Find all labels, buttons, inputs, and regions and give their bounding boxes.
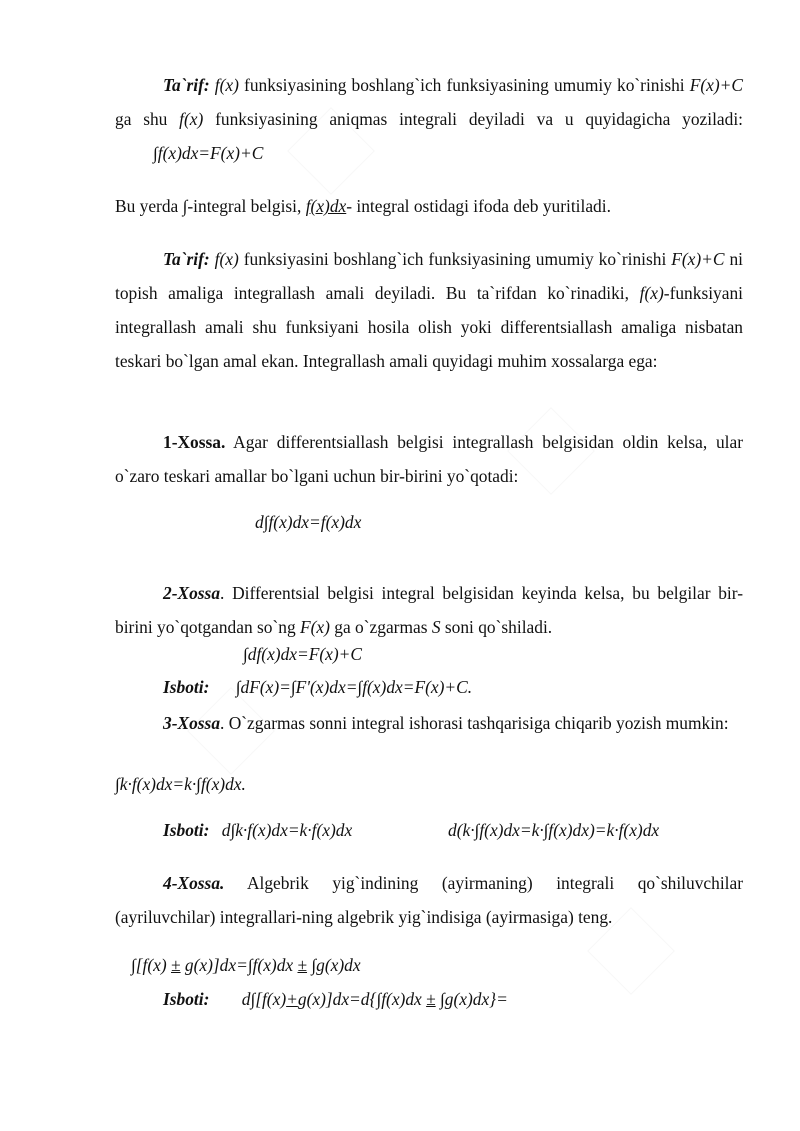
proof-label: Isboti:	[163, 989, 210, 1009]
property-3-proof	[163, 818, 352, 842]
math-term: f(x)	[214, 75, 239, 95]
property-2-paragraph	[115, 576, 743, 644]
property-1-label: 1-Xossa.	[163, 432, 226, 452]
definition-paragraph-2	[115, 242, 743, 378]
proof-formula: ∫dF(x)=∫F'(x)dx=∫f(x)dx=F(x)+C.	[235, 677, 473, 697]
paragraph-text: funksiyasining aniqmas integrali deyiladi va u quyidagicha yoziladi:	[203, 109, 743, 129]
math-term: F(x)+C	[689, 75, 743, 95]
paragraph-text: funksiyasining boshlang`ich funksiyasining umumiy ko`rinishi	[238, 75, 690, 95]
property-3-label: 3-Xossa	[163, 713, 221, 733]
math-term: f(x)	[214, 249, 239, 269]
proof-label: Isboti:	[163, 820, 210, 840]
proof-formula-1: d∫k·f(x)dx=k·f(x)dx	[221, 820, 353, 840]
paragraph-text: ga shu	[115, 109, 180, 129]
paragraph-text: ni topish amaliga integrallash amali deyiladi. Bu ta`rifdan ko`rinadiki,	[115, 249, 743, 303]
paragraph-text: -funksiyani integrallash amali shu funksiyani hosila olish yoki differentsiallash amaliga nisbatan teskari bo`lgan amal ekan. Integrallash amali quyidagi muhim xossalarga ega:	[115, 283, 743, 371]
paragraph-text: .	[220, 583, 225, 603]
property-4-formula	[131, 953, 361, 977]
math-term: f(x)dx	[305, 196, 347, 216]
math-term: S	[431, 617, 441, 637]
plus-minus-sign: ±	[426, 989, 436, 1009]
paragraph-text: Algebrik yig`indining (ayirmaning) integrali qo`shiluvchilar (ayriluvchilar) integrallari-ning algebrik yig`indisiga (ayirmasiga) teng.	[115, 873, 743, 927]
math-term: f(x)	[179, 109, 204, 129]
property-4-label: 4-Xossa.	[163, 873, 225, 893]
proof-label: Isboti:	[163, 677, 210, 697]
property-1-formula: d∫f(x)dx=f(x)dx	[255, 512, 362, 532]
math-term: f(x)	[639, 283, 664, 303]
property-4-proof	[163, 987, 508, 1011]
proof-formula	[242, 989, 508, 1009]
plus-sign: +	[286, 989, 298, 1009]
formula-indefinite-integral: ∫f(x)dx=F(x)+C	[153, 143, 264, 163]
paragraph-text: ga o`zgarmas	[329, 617, 432, 637]
property-1-paragraph	[115, 425, 743, 493]
formula-part: ∫g(x)dx	[307, 955, 361, 975]
formula-part: g(x)]dx=∫f(x)dx	[180, 955, 298, 975]
paragraph-text: . O`zgarmas sonni integral ishorasi tashqarisiga chiqarib yozish mumkin:	[220, 713, 729, 733]
property-3-formula: ∫k·f(x)dx=k·∫f(x)dx.	[115, 774, 246, 794]
proof-formula-2: d(k·∫f(x)dx=k·∫f(x)dx)=k·f(x)dx	[448, 820, 660, 840]
paragraph-text: - integral ostidagi ifoda deb yuritiladi.	[346, 196, 611, 216]
definition-label: Ta`rif:	[163, 75, 210, 95]
definition-paragraph-1	[115, 68, 743, 170]
math-term: F(x)	[300, 617, 330, 637]
property-2-proof	[163, 675, 472, 699]
formula-part: ∫[f(x)	[131, 955, 172, 975]
formula-part: ∫g(x)dx}=	[435, 989, 508, 1009]
paragraph-text: soni qo`shiladi.	[440, 617, 553, 637]
property-2-formula: ∫df(x)dx=F(x)+C	[243, 644, 363, 664]
paragraph-text: Bu yerda ∫-integral belgisi,	[115, 196, 306, 216]
property-2-label: 2-Xossa	[163, 583, 221, 603]
paragraph-text: Agar differentsiallash belgisi integrallash belgisidan oldin kelsa, ular o`zaro teskari amallar bo`lgani uchun bir-birini yo`qotadi:	[115, 432, 743, 486]
property-4-paragraph	[115, 866, 743, 934]
math-term: F(x)+C	[671, 249, 725, 269]
formula-part: g(x)]dx=d{∫f(x)dx	[297, 989, 427, 1009]
formula-part: d∫[f(x)	[241, 989, 287, 1009]
paragraph-text: funksiyasini boshlang`ich funksiyasining umumiy ko`rinishi	[238, 249, 672, 269]
plus-minus-sign: ±	[171, 955, 181, 975]
property-3-paragraph	[115, 706, 743, 740]
paragraph-text: Differentsial belgisi integral belgisidan keyinda kelsa, bu belgilar bir-birini yo`qotgandan so`ng	[115, 583, 743, 637]
paragraph-integral-sign	[115, 194, 611, 218]
plus-minus-sign: ±	[297, 955, 308, 975]
definition-label: Ta`rif:	[163, 249, 210, 269]
